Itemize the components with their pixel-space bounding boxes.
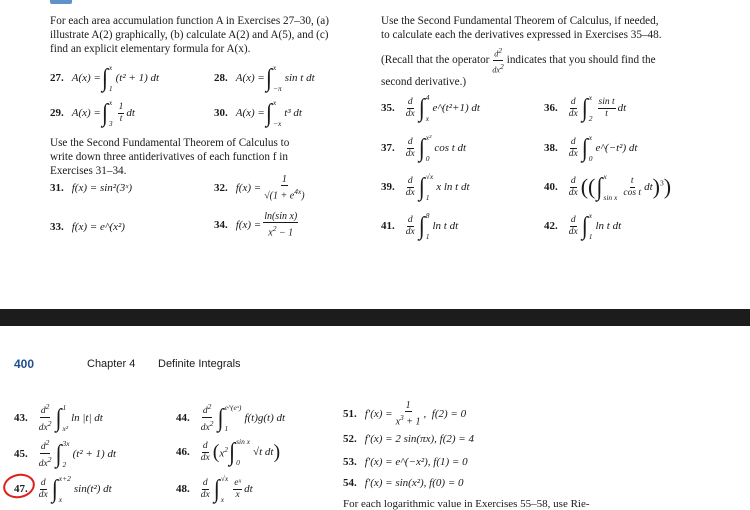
exercise-54: 54. f′(x) = sin(x²), f(0) = 0 [343, 477, 464, 489]
exercise-48: 48. $\frac{d}{dx}$ ∫ √x x $\frac{\text{eˣ}}{x}$ dt [176, 474, 253, 504]
exercise-52: 52. f′(x) = 2 sin(πx), f(2) = 4 [343, 433, 474, 445]
instructions-31-34: Use the Second Fundamental Theorem of Calculus to write down three antiderivatives of each function f in Exercises 31–34. [50, 137, 290, 177]
exercise-33: 33. f(x) = e^(x²) [50, 221, 125, 233]
exercise-45: 45. $\frac{d^2}{dx^2}$ ∫ 3x 2 (t² + 1) dt [14, 438, 117, 470]
exercise-53: 53. f′(x) = e^(−x²), f(1) = 0 [343, 456, 468, 468]
exercise-36: 36. $\frac{d}{dx}$ ∫ x 2 $\frac{\text{sin t}}{t}$ dt [544, 93, 627, 123]
exercise-44: 44. $\frac{d^2}{dx^2}$ ∫ e^(eˣ) 1 f(t)g(t) dt [176, 402, 286, 434]
exercise-29: 29. A(x) = ∫ x 3 $\frac{1}{t}$ dt [50, 98, 135, 128]
exercise-31: 31. f(x) = sin²(3ˣ) [50, 182, 133, 194]
exercise-47: 47. $\frac{d}{dx}$ ∫ x+2 x sin(t²) dt [14, 474, 112, 504]
exercise-37: 37. $\frac{d}{dx}$ ∫ x² 0 cos t dt [381, 133, 467, 163]
instructions-35-48: Use the Second Fundamental Theorem of Calculus, if needed, to calculate each the derivatives expressed in Exercises 35–48. (Recall that the operator $\frac{d2}{dx2}$ indicates that you should find the second derivative.) [381, 15, 662, 89]
instructions-27-30: For each area accumulation function A in Exercises 27–30, (a) illustrate A(2) graphically, (b) calculate A(2) and A(5), and (c) find an explicit elementary formula for A(x). [50, 15, 329, 55]
exercise-43: 43. $\frac{d^2}{dx^2}$ ∫ 1 x² ln |t| dt [14, 402, 103, 434]
exercise-41: 41. $\frac{d}{dx}$ ∫ 8 1 ln t dt [381, 211, 459, 241]
page-divider [0, 309, 750, 326]
page-number: 400 [14, 357, 35, 371]
exercise-30: 30. A(x) = ∫ x −x t³ dt [214, 98, 302, 128]
cut-off-instructions: For each logarithmic value in Exercises 55–58, use Rie- [343, 498, 590, 510]
exercise-42: 42. $\frac{d}{dx}$ ∫ x 1 ln t dt [544, 211, 622, 241]
exercise-34: 34. f(x) = $\frac{\text{ln(sin x)}}{x^2 - 1}$ [214, 211, 298, 239]
exercise-35: 35. $\frac{d}{dx}$ ∫ 4 x e^(t²+1) dt [381, 93, 480, 123]
exercise-46: 46. $\frac{d}{dx}$ ( $x^2$ ∫ sin x 0 √t dt ) [176, 437, 281, 467]
chapter-title: Definite Integrals [158, 358, 241, 370]
exercise-28: 28. A(x) = ∫ x −π sin t dt [214, 63, 315, 93]
exercise-32: 32. f(x) = $\frac{1}{√(1 + e^{4x})}$ [214, 174, 305, 202]
exercise-40: 40. $\frac{d}{dx}$ (( ∫ x sin x $\frac{t}{\text{cos t}}$ dt )$^3$) [544, 172, 672, 202]
exercise-39: 39. $\frac{d}{dx}$ ∫ √x 1 x ln t dt [381, 172, 470, 202]
page-header [0, 357, 750, 373]
top-cut-heading [50, 0, 72, 4]
exercise-27: 27. A(x) = ∫ x 1 (t² + 1) dt [50, 63, 160, 93]
exercise-51: 51. f′(x) = $\frac{1}{x^3 + 1}$ , f(2) = 0 [343, 400, 467, 428]
chapter-label: Chapter 4 [87, 358, 136, 370]
exercise-38: 38. $\frac{d}{dx}$ ∫ x 0 e^(−t²) dt [544, 133, 638, 163]
